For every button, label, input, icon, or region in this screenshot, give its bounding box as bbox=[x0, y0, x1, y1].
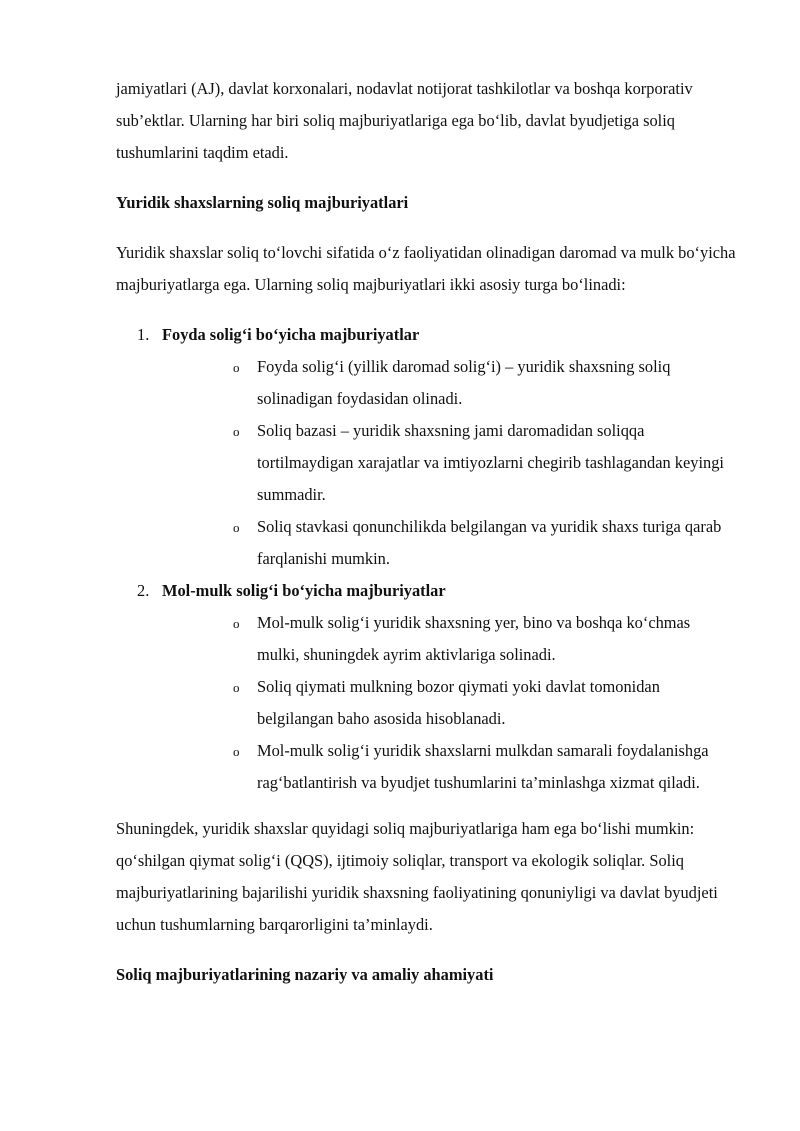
sub-list-item-text: Soliq stavkasi qonunchilikda belgilangan va yuridik shaxs turiga qarab farqlanishi mumkin. bbox=[257, 517, 722, 568]
list-item-title: Foyda solig‘i bo‘yicha majburiyatlar bbox=[162, 325, 420, 344]
sub-list-item bbox=[162, 351, 736, 415]
list-item-property-tax bbox=[116, 575, 736, 799]
paragraph-obligations-intro: Yuridik shaxslar soliq to‘lovchi sifatida o‘z faoliyatidan olinadigan daromad va mulk bo‘yicha majburiyatlarga ega. Ularning soliq majburiyatlari ikki asosiy turga bo‘linadi: bbox=[116, 243, 736, 294]
list-number: 2. bbox=[137, 581, 150, 600]
paragraph-additional-obligations: Shuningdek, yuridik shaxslar quyidagi soliq majburiyatlariga ham ega bo‘lishi mumkin: qo‘shilgan qiymat solig‘i (QQS), ijtimoiy soliqlar, transport va ekologik soliqlar. Soliq majburiyatlarining bajarilishi yuridik shaxsning faoliyatining qonuniyligi va davlat byudjeti uchun tushumlarning barqarorligini ta’minlaydi. bbox=[116, 819, 718, 934]
list-item-profit-tax bbox=[116, 319, 736, 575]
sub-list-item-text: Mol-mulk solig‘i yuridik shaxsning yer, bino va boshqa ko‘chmas mulki, shuningdek ayrim aktivlariga solinadi. bbox=[257, 613, 691, 664]
sub-list-item bbox=[162, 511, 736, 575]
sub-list bbox=[162, 351, 736, 575]
section-heading-significance: Soliq majburiyatlarining nazariy va amaliy ahamiyati bbox=[116, 965, 494, 984]
sub-list bbox=[162, 607, 736, 799]
bullet-icon: o bbox=[233, 680, 240, 695]
bullet-icon: o bbox=[233, 360, 240, 375]
sub-list-item-text: Soliq bazasi – yuridik shaxsning jami daromadidan soliqqa tortilmaydigan xarajatlar va imtiyozlarni chegirib tashlagandan keyingi summadir. bbox=[257, 421, 724, 504]
bullet-icon: o bbox=[233, 520, 240, 535]
bullet-icon: o bbox=[233, 744, 240, 759]
sub-list-item-text: Foyda solig‘i (yillik daromad solig‘i) – yuridik shaxsning soliq solinadigan foydasidan olinadi. bbox=[257, 357, 671, 408]
sub-list-item-text: Soliq qiymati mulkning bozor qiymati yoki davlat tomonidan belgilangan baho asosida hisoblanadi. bbox=[257, 677, 660, 728]
bullet-icon: o bbox=[233, 616, 240, 631]
bullet-icon: o bbox=[233, 424, 240, 439]
sub-list-item-text: Mol-mulk solig‘i yuridik shaxslarni mulkdan samarali foydalanishga rag‘batlantirish va byudjet tushumlarini ta’minlashga xizmat qiladi. bbox=[257, 741, 709, 792]
list-item-title: Mol-mulk solig‘i bo‘yicha majburiyatlar bbox=[162, 581, 446, 600]
list-number: 1. bbox=[137, 325, 150, 344]
sub-list-item bbox=[162, 735, 736, 799]
sub-list-item bbox=[162, 671, 736, 735]
obligations-list bbox=[116, 319, 736, 799]
sub-list-item bbox=[162, 415, 736, 511]
section-heading-legal-entities: Yuridik shaxslarning soliq majburiyatlari bbox=[116, 193, 409, 212]
intro-paragraph: jamiyatlari (AJ), davlat korxonalari, nodavlat notijorat tashkilotlar va boshqa korporativ sub’ektlar. Ularning har biri soliq majburiyatlariga ega bo‘lib, davlat byudjetiga soliq tushumlarini taqdim etadi. bbox=[116, 79, 693, 162]
document-page bbox=[116, 73, 736, 1009]
sub-list-item bbox=[162, 607, 736, 671]
